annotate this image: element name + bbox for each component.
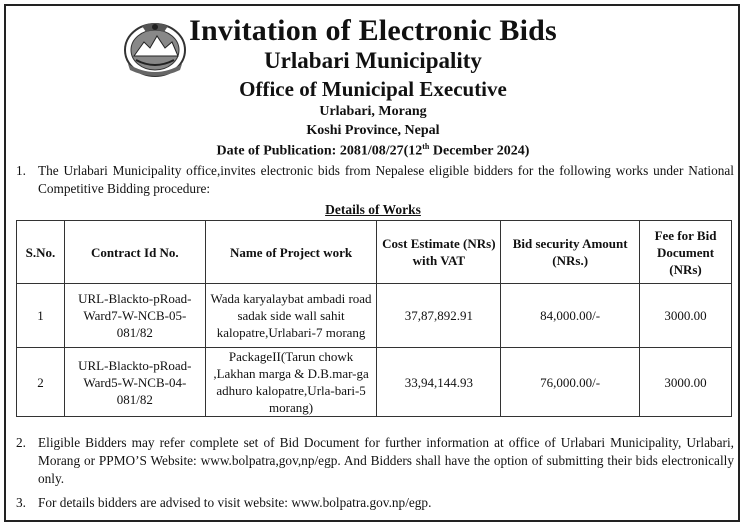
office-name: Office of Municipal Executive [239,77,507,101]
column-header-bid-security: Bid security Amount (NRs.) [501,221,640,284]
publication-date-tail: December 2024) [429,143,530,159]
cell-project-name: Wada karyalaybat ambadi road sadak side wall sahit kalopatre,Urlabari-7 morang [205,284,377,348]
table-row [17,284,732,348]
cell-bid-security: 76,000.00/- [501,348,640,417]
municipality-name: Urlabari Municipality [264,48,482,73]
page-title: Invitation of Electronic Bids [189,14,557,47]
publication-date-sup: th [422,142,430,151]
location-line: Urlabari, Morang [319,104,427,119]
column-header-bid-fee: Fee for Bid Document (NRs) [640,221,732,284]
cell-contract-id: URL-Blackto-pRoad-Ward5-W-NCB-04-081/82 [64,348,205,417]
paragraph-3 [16,494,734,512]
paragraph-number: 3. [16,495,26,510]
paragraph-text: For details bidders are advised to visit website: www.bolpatra.gov.np/egp. [38,495,432,510]
cell-cost-estimate: 37,87,892.91 [377,284,501,348]
province-line: Koshi Province, Nepal [306,123,440,138]
column-header-sno: S.No. [17,221,65,284]
cell-bid-fee: 3000.00 [640,348,732,417]
cell-bid-fee: 3000.00 [640,284,732,348]
paragraph-text: The Urlabari Municipality office,invites electronic bids from Nepalese eligible bidders for the following works under National Competitive Bidding procedure: [38,163,734,196]
column-header-cost-estimate: Cost Estimate (NRs) with VAT [377,221,501,284]
column-header-project-name: Name of Project work [205,221,377,284]
publication-date-main: Date of Publication: 2081/08/27(12 [216,143,423,159]
paragraph-text: Eligible Bidders may refer complete set of Bid Document for further information at office of Urlabari Municipality, Urlabari, Morang or PPMO’S Website: www.bolpatra,gov,np/egp. And Bidders shall have the option of submitting their bids electronically only. [38,435,734,486]
works-table [16,220,732,417]
cell-cost-estimate: 33,94,144.93 [377,348,501,417]
table-header-row [17,221,732,284]
cell-sno: 2 [17,348,65,417]
cell-bid-security: 84,000.00/- [501,284,640,348]
paragraph-number: 1. [16,163,26,178]
publication-date [0,142,746,160]
paragraph-1 [16,162,734,198]
cell-contract-id: URL-Blackto-pRoad-Ward7-W-NCB-05-081/82 [64,284,205,348]
cell-project-name: PackageII(Tarun chowk ,Lakhan marga & D.B.mar-ga adhuro kalopatre,Urla-bari-5 morang) [205,348,377,417]
column-header-contract-id: Contract Id No. [64,221,205,284]
paragraph-2 [16,434,734,488]
table-row [17,348,732,417]
paragraph-number: 2. [16,435,26,450]
works-table-title: Details of Works [325,202,421,217]
cell-sno: 1 [17,284,65,348]
